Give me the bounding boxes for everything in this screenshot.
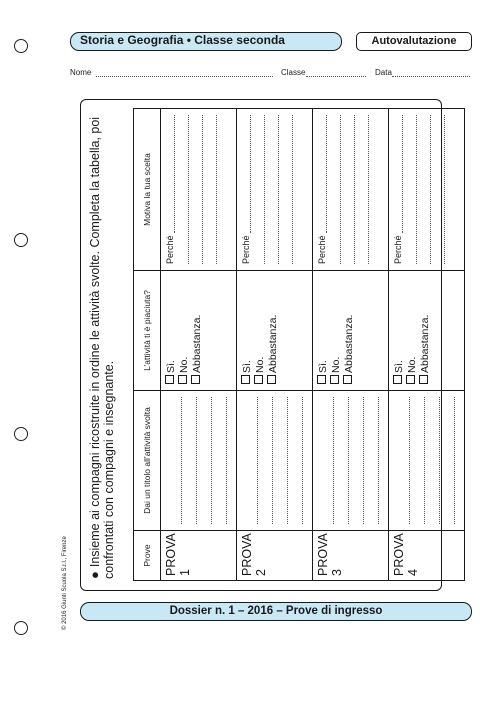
nome-label: Nome: [70, 68, 92, 77]
footer-bar: Dossier n. 1 – 2016 – Prove di ingresso: [80, 602, 472, 621]
motiva-answer[interactable]: [237, 109, 313, 271]
option-si[interactable]: Sì.: [165, 271, 178, 384]
checkbox-icon[interactable]: [343, 375, 352, 384]
perche-label: Perché: [241, 235, 251, 264]
table-header-row: [134, 109, 161, 581]
classe-label: Classe: [281, 68, 306, 77]
checkbox-icon[interactable]: [419, 375, 428, 384]
option-abbastanza[interactable]: Abbastanza.: [419, 271, 432, 384]
prova-label: PROVA 3: [313, 531, 389, 581]
checkbox-icon[interactable]: [165, 375, 174, 384]
checkbox-icon[interactable]: [317, 375, 326, 384]
titolo-answer[interactable]: [389, 391, 465, 531]
option-abbastanza[interactable]: Abbastanza.: [191, 271, 204, 384]
table-row: [389, 109, 465, 581]
option-si[interactable]: Sì.: [317, 271, 330, 384]
evaluation-table: [133, 108, 465, 581]
binder-hole: [14, 427, 28, 441]
page-title: Storia e Geografia • Classe seconda: [80, 33, 285, 47]
option-no[interactable]: No.: [406, 271, 419, 384]
instruction: Insieme ai compagni ricostruite in ordine le attività svolte. Completa la tabella, poi confrontati con compagni e insegnante.: [88, 116, 116, 579]
checkbox-icon[interactable]: [393, 375, 402, 384]
option-no[interactable]: No.: [254, 271, 267, 384]
titolo-answer[interactable]: [313, 391, 389, 531]
checkbox-icon[interactable]: [267, 375, 276, 384]
copyright-notice: © 2016 Giunti Scuola S.r.l., Firenze: [62, 536, 68, 630]
motiva-answer[interactable]: [313, 109, 389, 271]
table-row: [237, 109, 313, 581]
table-row: [161, 109, 237, 581]
checkbox-icon[interactable]: [178, 375, 187, 384]
option-abbastanza[interactable]: Abbastanza.: [267, 271, 280, 384]
header-piaciuta: L’attività ti è piaciuta?: [134, 271, 161, 391]
checkbox-icon[interactable]: [254, 375, 263, 384]
binder-hole: [14, 39, 28, 53]
table-row: [313, 109, 389, 581]
option-abbastanza[interactable]: Abbastanza.: [343, 271, 356, 384]
checkbox-icon[interactable]: [330, 375, 339, 384]
perche-label: Perché: [393, 235, 403, 264]
piaciuta-options: [313, 271, 389, 391]
data-label: Data: [375, 68, 392, 77]
rotated-content: [80, 99, 440, 589]
perche-label: Perché: [165, 235, 175, 264]
perche-label: Perché: [317, 235, 327, 264]
binder-hole: [14, 621, 28, 635]
instruction-text: [88, 109, 116, 579]
piaciuta-options: [161, 271, 237, 391]
section-badge: Autovalutazione: [356, 32, 472, 51]
option-no[interactable]: No.: [330, 271, 343, 384]
prova-label: PROVA 2: [237, 531, 313, 581]
motiva-answer[interactable]: [389, 109, 465, 271]
header-titolo: Dai un titolo all’attività svolta: [134, 391, 161, 531]
checkbox-icon[interactable]: [241, 375, 250, 384]
prova-label: PROVA 1: [161, 531, 237, 581]
nome-field[interactable]: [96, 76, 273, 77]
checkbox-icon[interactable]: [406, 375, 415, 384]
header-motiva: Motiva la tua scelta: [134, 109, 161, 271]
binder-hole: [14, 233, 28, 247]
classe-field[interactable]: [306, 76, 366, 77]
piaciuta-options: [389, 271, 465, 391]
data-field[interactable]: [392, 76, 470, 77]
bullet-icon: ●: [87, 571, 102, 579]
option-si[interactable]: Sì.: [393, 271, 406, 384]
titolo-answer[interactable]: [237, 391, 313, 531]
prova-label: PROVA 4: [389, 531, 465, 581]
option-si[interactable]: Sì.: [241, 271, 254, 384]
motiva-answer[interactable]: [161, 109, 237, 271]
piaciuta-options: [237, 271, 313, 391]
header-prove: Prove: [134, 531, 161, 581]
option-no[interactable]: No.: [178, 271, 191, 384]
checkbox-icon[interactable]: [191, 375, 200, 384]
titolo-answer[interactable]: [161, 391, 237, 531]
